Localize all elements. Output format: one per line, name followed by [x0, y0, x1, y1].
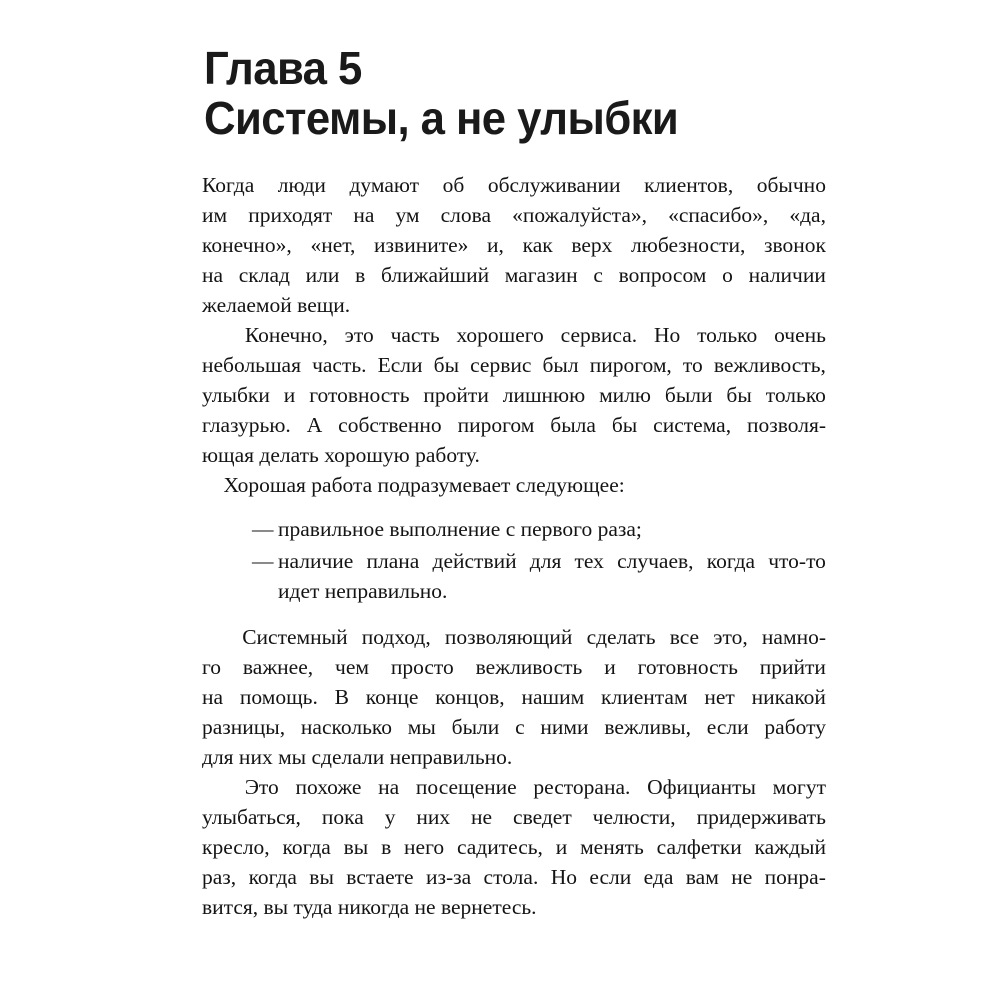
paragraph-1: [202, 170, 826, 320]
text-line: улыбки и готовность пройти лишнюю милю были бы только: [202, 383, 826, 407]
list-item: [202, 514, 826, 544]
first-line-indent: [202, 772, 228, 802]
paragraph-3: [202, 470, 826, 500]
body-copy: [202, 170, 826, 922]
text-line: небольшая часть. Если бы сервис был пирогом, то вежливость,: [202, 353, 826, 377]
chapter-number-label: Глава 5: [204, 42, 362, 94]
requirements-list: [202, 514, 826, 606]
text-line: наличие плана действий для тех случаев, когда что-то: [278, 549, 826, 573]
text-line: кресло, когда вы в него садитесь, и менять салфетки каждый: [202, 835, 826, 859]
text-line: Когда люди думают об обслуживании клиентов, обычно: [202, 173, 826, 197]
text-line: улыбаться, пока у них не сведет челюсти, придерживать: [202, 805, 826, 829]
list-marker: —: [252, 517, 274, 541]
paragraph-5: [202, 772, 826, 922]
text-line: правильное выполнение с первого раза;: [278, 517, 642, 541]
text-line: го важнее, чем просто вежливость и готовность прийти: [202, 655, 826, 679]
text-line: желаемой вещи.: [202, 293, 351, 317]
text-line: Системный подход, позволяющий сделать все это, намно-: [202, 622, 826, 652]
text-line: разницы, насколько мы были с ними вежливы, если работу: [202, 715, 826, 739]
text-line: на помощь. В конце концов, нашим клиентам нет никакой: [202, 685, 826, 709]
text-line: глазурью. А собственно пирогом была бы система, позволя-: [202, 413, 826, 437]
text-line: конечно», «нет, извините» и, как верх любезности, звонок: [202, 233, 826, 257]
first-line-indent: [202, 622, 228, 652]
text-line: Конечно, это часть хорошего сервиса. Но только очень: [202, 320, 826, 350]
paragraph-4: [202, 622, 826, 772]
list-marker: —: [252, 549, 274, 573]
text-line: ющая делать хорошую работу.: [202, 443, 480, 467]
text-line: вится, вы туда никогда не вернетесь.: [202, 895, 537, 919]
first-line-indent: [202, 320, 228, 350]
text-line: Это похоже на посещение ресторана. Официанты могут: [202, 772, 826, 802]
text-line: на склад или в ближайший магазин с вопросом о наличии: [202, 263, 826, 287]
text-line: Хорошая работа подразумевает следующее:: [202, 473, 625, 497]
chapter-title: Системы, а не улыбки: [204, 92, 679, 144]
text-line: раз, когда вы встаете из-за стола. Но если еда вам не понра-: [202, 865, 826, 889]
text-line: им приходят на ум слова «пожалуйста», «спасибо», «да,: [202, 203, 826, 227]
text-column: [202, 44, 826, 922]
list-item: [202, 546, 826, 606]
chapter-heading: [204, 44, 826, 142]
paragraph-2: [202, 320, 826, 470]
text-line: идет неправильно.: [278, 579, 448, 603]
text-line: для них мы сделали неправильно.: [202, 745, 513, 769]
